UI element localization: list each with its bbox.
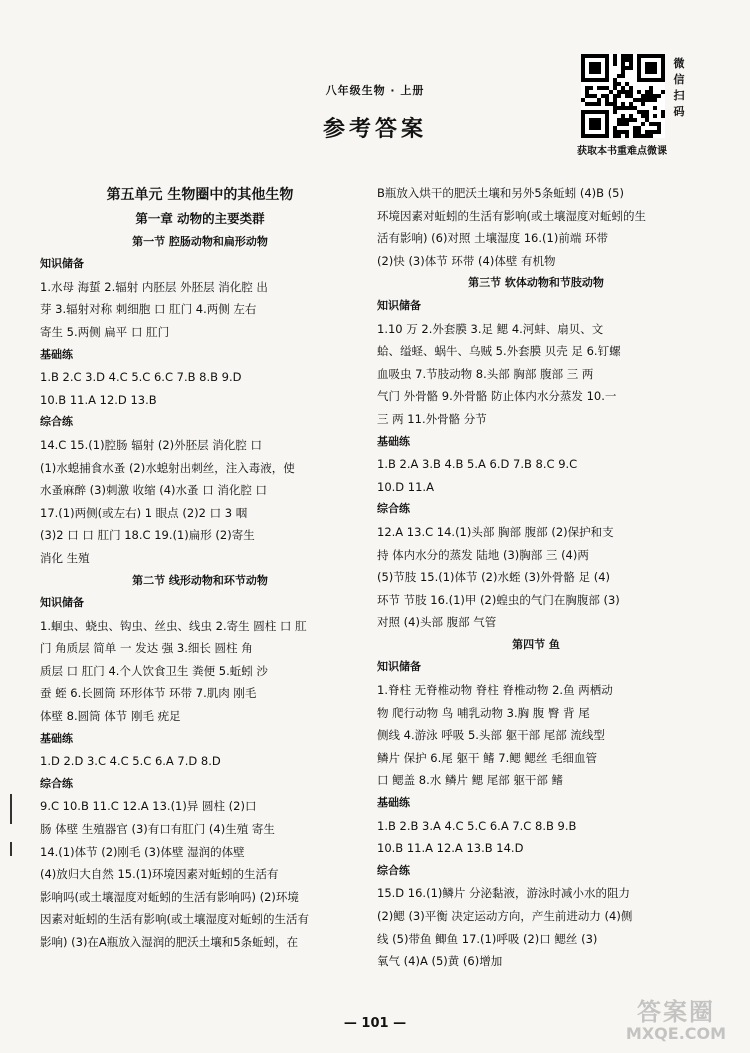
answer-line: 蚕 蛭 6.长圆筒 环形体节 环带 7.肌肉 刚毛: [40, 686, 257, 701]
answer-line: 1.B 2.C 3.D 4.C 5.C 6.C 7.B 8.B 9.D: [40, 370, 242, 385]
left-answer-column: [40, 182, 360, 954]
answer-line: 对照 (4)头部 腹部 气管: [377, 615, 497, 630]
answer-line: 肠 体壁 生殖器官 (3)有口有肛门 (4)生殖 寄生: [40, 822, 275, 837]
watermark: [608, 992, 744, 1048]
margin-mark: [10, 794, 12, 824]
answer-line: 芽 3.辐射对称 刺细胞 口 肛门 4.两侧 左右: [40, 302, 257, 317]
page-number: — 101 —: [343, 1016, 407, 1031]
answer-line: 蛤、缢蛏、蜗牛、乌贼 5.外套膜 贝壳 足 6.钉螺: [377, 344, 621, 359]
answer-line: 物 爬行动物 鸟 哺乳动物 3.胸 腹 臀 背 尾: [377, 705, 590, 720]
answer-line: 1.脊柱 无脊椎动物 脊柱 脊椎动物 2.鱼 两栖动: [377, 683, 613, 698]
subsection-label: 知识储备: [377, 660, 421, 674]
answer-line: 14.C 15.(1)腔肠 辐射 (2)外胚层 消化腔 口: [40, 437, 262, 452]
answer-line: 1.B 2.A 3.B 4.B 5.A 6.D 7.B 8.C 9.C: [377, 457, 578, 472]
book-subtitle: 八年级生物 · 上册: [325, 84, 425, 97]
answer-line: 环境因素对蚯蚓的生活有影响(或土壤湿度对蚯蚓的生: [377, 208, 646, 223]
answer-line: 口 鳃盖 8.水 鳞片 鳃 尾部 躯干部 鳍: [377, 773, 564, 788]
qr-side-char: 扫: [673, 89, 685, 102]
subsection-label: 知识储备: [40, 257, 84, 271]
answer-line: (3)2 口 口 肛门 18.C 19.(1)扁形 (2)寄生: [40, 528, 255, 543]
margin-mark: [10, 842, 12, 856]
section-heading: 第一节 腔肠动物和扁形动物: [132, 234, 268, 248]
subsection-label: 知识储备: [377, 298, 421, 312]
answer-line: 氧气 (4)A (5)黄 (6)增加: [377, 954, 503, 969]
qr-caption: 获取本书重难点微课: [577, 146, 667, 157]
answer-line: 气门 外骨骼 9.外骨骼 防止体内水分蒸发 10.一: [377, 389, 617, 404]
answer-line: 10.B 11.A 12.A 13.B 14.D: [377, 841, 524, 856]
answer-line: 1.10 万 2.外套膜 3.足 鳃 4.河蚌、扇贝、文: [377, 321, 604, 336]
subsection-label: 综合练: [377, 863, 410, 877]
watermark-url: MXQE.COM: [625, 1024, 727, 1043]
answer-line: 侧线 4.游泳 呼吸 5.头部 躯干部 尾部 流线型: [377, 728, 605, 743]
subsection-label: 基础练: [377, 434, 410, 448]
answer-line: 影响) (3)在A瓶放入湿润的肥沃土壤和5条蚯蚓，在: [40, 935, 299, 949]
qr-side-char: 信: [673, 73, 685, 86]
answer-line: 持 体内水分的蒸发 陆地 (3)胸部 三 (4)两: [377, 547, 589, 562]
answer-line: 1.蛔虫、蛲虫、钩虫、丝虫、线虫 2.寄生 圆柱 口 肛: [40, 618, 307, 633]
answer-line: 血吸虫 7.节肢动物 8.头部 胸部 腹部 三 两: [377, 366, 594, 381]
section-heading: 第四节 鱼: [512, 637, 560, 651]
section-heading: 第二节 线形动物和环节动物: [132, 573, 268, 587]
subsection-label: 基础练: [40, 731, 73, 745]
answer-line: 质层 口 肛门 4.个人饮食卫生 粪便 5.蚯蚓 沙: [40, 663, 268, 678]
answer-line: 14.(1)体节 (2)刚毛 (3)体壁 湿润的体壁: [40, 844, 245, 859]
answer-line: 鳞片 保护 6.尾 躯干 鳍 7.鳃 鳃丝 毛细血管: [377, 750, 598, 765]
answer-line: 17.(1)两侧(或左右) 1 眼点 (2)2 口 3 咽: [40, 505, 248, 520]
answer-line: (1)水螅捕食水蚤 (2)水螅射出刺丝，注入毒液，使: [40, 460, 295, 475]
answer-line: (2)鳃 (3)平衡 决定运动方向，产生前进动力 (4)侧: [377, 909, 633, 923]
page-title: 参考答案: [322, 117, 427, 142]
answer-line: 线 (5)带鱼 鲫鱼 17.(1)呼吸 (2)口 鳃丝 (3): [377, 931, 598, 946]
qr-side-label: [671, 56, 687, 120]
answer-line: 寄生 5.两侧 扁平 口 肛门: [40, 324, 170, 339]
subsection-label: 综合练: [377, 502, 410, 516]
answer-line: (2)快 (3)体节 环带 (4)体壁 有机物: [377, 253, 556, 268]
answer-line: 1.B 2.B 3.A 4.C 5.C 6.A 7.C 8.B 9.B: [377, 818, 577, 833]
answer-line: (4)放归大自然 15.(1)环境因素对蚯蚓的生活有: [40, 867, 279, 882]
answer-line: 1.D 2.D 3.C 4.C 5.C 6.A 7.D 8.D: [40, 754, 221, 769]
answer-line: 体壁 8.圆筒 体节 刚毛 疣足: [40, 709, 181, 724]
qr-side-char: 码: [673, 105, 685, 118]
answer-line: 环节 节肢 16.(1)甲 (2)蝗虫的气门在胸腹部 (3): [377, 592, 620, 607]
page-header: [240, 82, 510, 143]
answer-line: 水蚤麻醉 (3)刺激 收缩 (4)水蚤 口 消化腔 口: [40, 483, 268, 498]
subsection-label: 综合练: [40, 776, 73, 790]
answer-line: 1.水母 海蜇 2.辐射 内胚层 外胚层 消化腔 出: [40, 279, 268, 294]
answer-line: 10.B 11.A 12.D 13.B: [40, 392, 157, 407]
answer-line: (5)节肢 15.(1)体节 (2)水蛭 (3)外骨骼 足 (4): [377, 570, 611, 585]
right-answer-column: [377, 182, 695, 973]
answer-line: 消化 生殖: [40, 550, 90, 565]
answer-line: 12.A 13.C 14.(1)头部 胸部 腹部 (2)保护和支: [377, 524, 614, 539]
subsection-label: 知识储备: [40, 596, 84, 610]
answer-line: 10.D 11.A: [377, 479, 434, 494]
section-heading: 第三节 软体动物和节肢动物: [468, 276, 604, 290]
answer-line: 9.C 10.B 11.C 12.A 13.(1)异 圆柱 (2)口: [40, 799, 257, 814]
watermark-logo: 答案圈: [637, 998, 715, 1026]
answer-line: 活有影响) (6)对照 土壤湿度 16.(1)前端 环带: [377, 231, 608, 246]
subsection-label: 基础练: [40, 347, 73, 361]
qr-code-icon[interactable]: [581, 54, 665, 138]
answer-line: 15.D 16.(1)鳞片 分泌黏液，游泳时减小水的阻力: [377, 886, 631, 901]
answer-line: B瓶放入烘干的肥沃土壤和另外5条蚯蚓 (4)B (5): [377, 186, 624, 200]
chapter-heading: 第一章 动物的主要类群: [135, 211, 265, 226]
answer-line: 门 角质层 简单 一 发达 强 3.细长 圆柱 角: [40, 641, 253, 656]
subsection-label: 基础练: [377, 796, 410, 810]
qr-side-char: 微: [673, 57, 685, 70]
answer-line: 三 两 11.外骨骼 分节: [377, 411, 487, 426]
answer-line: 因素对蚯蚓的生活有影响(或土壤湿度对蚯蚓的生活有: [40, 912, 309, 927]
answer-line: 影响吗(或土壤湿度对蚯蚓的生活有影响吗) (2)环境: [40, 889, 299, 904]
unit-heading: 第五单元 生物圈中的其他生物: [106, 187, 294, 203]
subsection-label: 综合练: [40, 415, 73, 429]
